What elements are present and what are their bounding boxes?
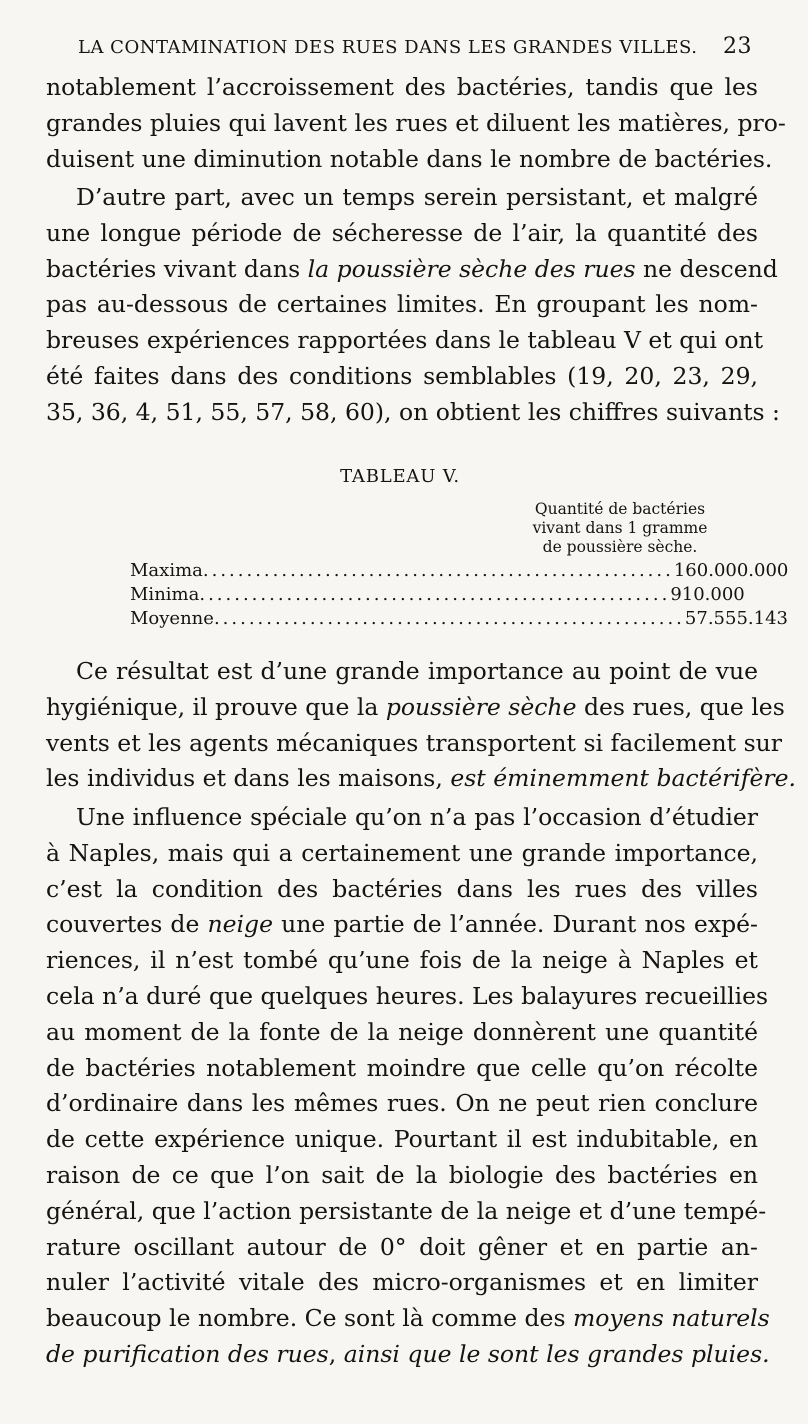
text-line: notablement l’accroissement des bactéries, tandis que les <box>46 73 758 101</box>
leader-dots: ...................................................... <box>199 584 671 605</box>
table-column-header <box>520 500 720 557</box>
column-header-line: vivant dans 1 gramme <box>532 519 708 537</box>
text-line: à Naples, mais qui a certainement une grande importance, <box>46 838 758 867</box>
table-title: TABLEAU V. <box>340 466 460 487</box>
page-number: 23 <box>723 34 752 59</box>
table-row <box>130 560 789 584</box>
text-run: des rues, que les <box>576 692 785 721</box>
paragraph-2 <box>46 180 780 431</box>
text-line: de cette expérience unique. Pourtant il est indubitable, en <box>46 1125 758 1154</box>
italic-run: neige <box>207 910 274 939</box>
text-line: Ce résultat est d’une grande importance au point de vue <box>76 657 758 685</box>
italic-run: la poussière sèche des rues <box>307 254 636 283</box>
text-run: bactéries vivant dans <box>46 254 308 283</box>
text-run: hygiénique, il prouve que la <box>46 692 386 721</box>
text-line: d’ordinaire dans les mêmes rues. On ne peut rien conclure <box>46 1089 758 1118</box>
text-line: D’autre part, avec un temps serein persistant, et malgré <box>76 183 758 211</box>
text-line: raison de ce que l’on sait de la biologie des bactéries en <box>46 1160 758 1189</box>
paragraph-3 <box>46 654 796 797</box>
text-line: vents et les agents mécaniques transportent si facilement sur <box>46 728 782 757</box>
running-header <box>78 34 752 59</box>
italic-run: poussière sèche <box>385 692 577 721</box>
text-line <box>46 252 778 288</box>
text-run: les individus et dans les maisons, <box>46 764 451 793</box>
italic-run: de purification des rues <box>46 1339 329 1368</box>
text-line: 35, 36, 4, 51, 55, 57, 58, 60), on obtient les chiffres suivants : <box>46 397 780 426</box>
text-run: beaucoup le nombre. Ce sont là comme des <box>46 1304 573 1333</box>
text-line: de bactéries notablement moindre que celle qu’on récolte <box>46 1053 758 1082</box>
row-value: 910.000 <box>670 584 745 605</box>
italic-run: est éminemment bactérifère. <box>450 764 796 793</box>
running-title: LA CONTAMINATION DES RUES DANS LES GRANDES VILLES. <box>78 37 698 58</box>
italic-run: ainsi que le sont les grandes pluies. <box>343 1339 770 1368</box>
text-run: couvertes de <box>46 910 208 939</box>
text-line: c’est la condition des bactéries dans les rues des villes <box>46 874 758 903</box>
table-row <box>130 584 745 608</box>
text-line: riences, il n’est tombé qu’une fois de la neige à Naples et <box>46 946 758 975</box>
paragraph-4 <box>46 800 770 1373</box>
column-header-line: Quantité de bactéries <box>534 500 706 518</box>
row-label: Minima <box>130 584 200 605</box>
text-line <box>46 761 796 797</box>
text-line: été faites dans des conditions semblables (19, 20, 23, 29, <box>46 361 758 390</box>
text-line <box>46 1301 770 1337</box>
text-line: Une influence spéciale qu’on n’a pas l’occasion d’étudier <box>76 803 758 831</box>
text-line: breuses expériences rapportées dans le tableau V et qui ont <box>46 326 764 355</box>
text-line: au moment de la fonte de la neige donnèrent une quantité <box>46 1017 758 1046</box>
text-line: une longue période de sécheresse de l’air, la quantité des <box>46 218 758 247</box>
text-line: rature oscillant autour de 0° doit gêner et en partie an- <box>46 1232 758 1261</box>
column-header-line: de poussière sèche. <box>542 538 698 556</box>
text-line: pas au-dessous de certaines limites. En groupant les nom- <box>46 290 758 319</box>
text-line: grandes pluies qui lavent les rues et diluent les matières, pro- <box>46 108 786 137</box>
leader-dots: ...................................................... <box>213 608 685 629</box>
text-run: une partie de l’année. Durant nos expé- <box>273 910 758 939</box>
row-label: Moyenne <box>130 608 214 629</box>
text-run: , <box>328 1339 344 1368</box>
text-line <box>46 690 785 726</box>
text-line: nuler l’activité vitale des micro-organismes et en limiter <box>46 1268 758 1297</box>
text-run: ne descend <box>635 254 778 283</box>
italic-run: moyens naturels <box>572 1304 770 1333</box>
row-value: 57.555.143 <box>684 608 788 629</box>
row-value: 160.000.000 <box>673 560 789 581</box>
paragraph-1 <box>46 70 786 177</box>
text-line <box>46 1337 770 1373</box>
text-line <box>46 907 758 943</box>
text-line: général, que l’action persistante de la neige et d’une tempé- <box>46 1196 767 1225</box>
table-row <box>130 608 788 632</box>
text-line: duisent une diminution notable dans le nombre de bactéries. <box>46 144 773 173</box>
leader-dots: ...................................................... <box>202 560 674 581</box>
row-label: Maxima <box>130 560 203 581</box>
text-line: cela n’a duré que quelques heures. Les balayures recueillies <box>46 981 769 1010</box>
